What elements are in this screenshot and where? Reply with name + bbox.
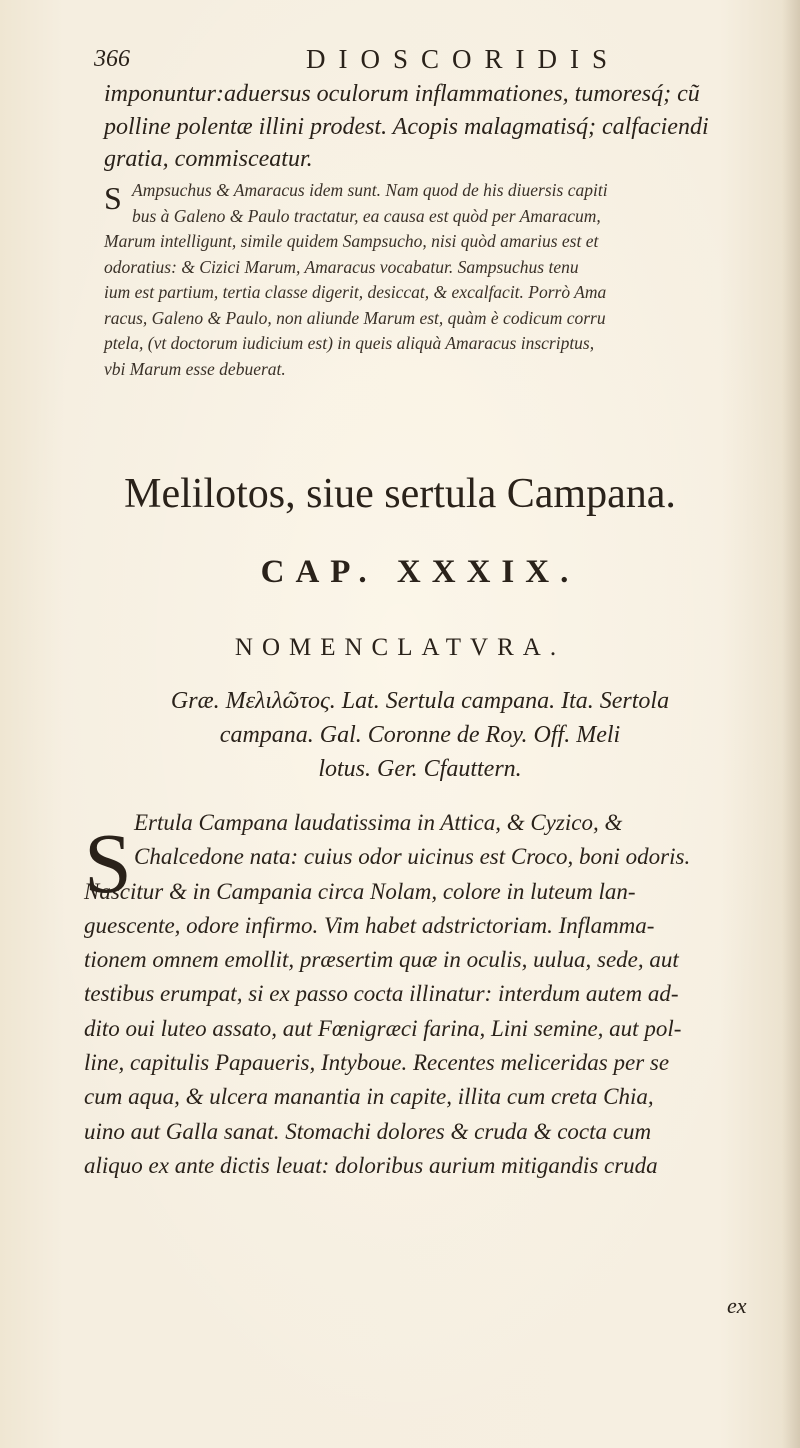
text-line: polline polentæ illini prodest. Acopis malagmatisq́; calfaciendi xyxy=(104,113,709,140)
running-head xyxy=(92,40,752,80)
body-line: testibus erumpat, si ex passo cocta illinatur: interdum autem ad- xyxy=(84,981,679,1007)
chapter-number: CAP. XXXIX. xyxy=(260,554,580,590)
drop-cap-initial: S xyxy=(84,815,132,911)
body-line: Chalcedone nata: cuius odor uicinus est Croco, boni odoris. xyxy=(134,844,691,870)
nomenclature-line: Græ. Μελιλῶτος. Lat. Sertula campana. Ita. Sertola xyxy=(170,688,670,714)
folio-number: 366 xyxy=(94,46,130,72)
continued-text xyxy=(104,78,794,176)
nomenclature-line: lotus. Ger. Cfauttern. xyxy=(318,756,522,782)
commentary-line: Ampsuchus & Amaracus idem sunt. Nam quod de his diuersis capiti xyxy=(132,180,608,200)
commentary-line: vbi Marum esse debuerat. xyxy=(104,358,286,379)
commentary-initial: S xyxy=(104,180,122,216)
commentary-line: bus à Galeno & Paulo tractatur, ea causa est quòd per Amaracum, xyxy=(132,205,601,226)
body-line: aliquo ex ante dictis leuat: doloribus aurium mitigandis cruda xyxy=(84,1152,658,1178)
body-line: dito oui luteo assato, aut Fœnigræci farina, Lini semine, aut pol- xyxy=(84,1015,682,1041)
commentary-line: ptela, (vt doctorum iudicium est) in queis aliquà Amaracus inscriptus, xyxy=(104,333,595,353)
body-line: tionem omnem emollit, præsertim quæ in oculis, uulua, sede, aut xyxy=(84,947,679,973)
body-line: line, capitulis Papaueris, Intyboue. Recentes meliceridas per se xyxy=(84,1050,670,1076)
nomenclature-list xyxy=(120,684,720,786)
text-line: imponuntur:aduersus oculorum inflammationes, tumoresq́; cũ xyxy=(104,81,700,107)
body-paragraph xyxy=(84,806,784,1183)
commentary-line: Marum intelligunt, simile quidem Sampsucho, nisi quòd amarius est et xyxy=(104,231,599,251)
body-line: uino aut Galla sanat. Stomachi dolores & cruda & cocta cum xyxy=(84,1118,652,1144)
running-title: DIOSCORIDIS xyxy=(306,44,621,74)
catchword: ex xyxy=(727,1293,747,1318)
chapter-title: Melilotos, siue sertula Campana. xyxy=(124,471,676,517)
commentary-line: odoratius: & Cizici Marum, Amaracus vocabatur. Sampsuchus tenu xyxy=(104,256,579,277)
commentary-line: ium est partium, tertia classe digerit, desiccat, & excalfacit. Porrò Ama xyxy=(104,282,607,302)
nomenclature-heading: NOMENCLATVRA. xyxy=(234,634,566,661)
body-line: guescente, odore infirmo. Vim habet adstrictoriam. Inflamma- xyxy=(84,912,655,938)
body-line: Ertula Campana laudatissima in Attica, & Cyzico, & xyxy=(134,810,623,835)
commentary-paragraph xyxy=(104,178,794,382)
commentary-line: racus, Galeno & Paulo, non aliunde Marum est, quàm è codicum corru xyxy=(104,307,606,328)
body-line: cum aqua, & ulcera manantia in capite, illita cum creta Chia, xyxy=(84,1084,654,1110)
text-line: gratia, commisceatur. xyxy=(104,146,313,172)
body-line: Nascitur & in Campania circa Nolam, colore in luteum lan- xyxy=(84,878,636,904)
nomenclature-line: campana. Gal. Coronne de Roy. Off. Meli xyxy=(219,722,621,748)
